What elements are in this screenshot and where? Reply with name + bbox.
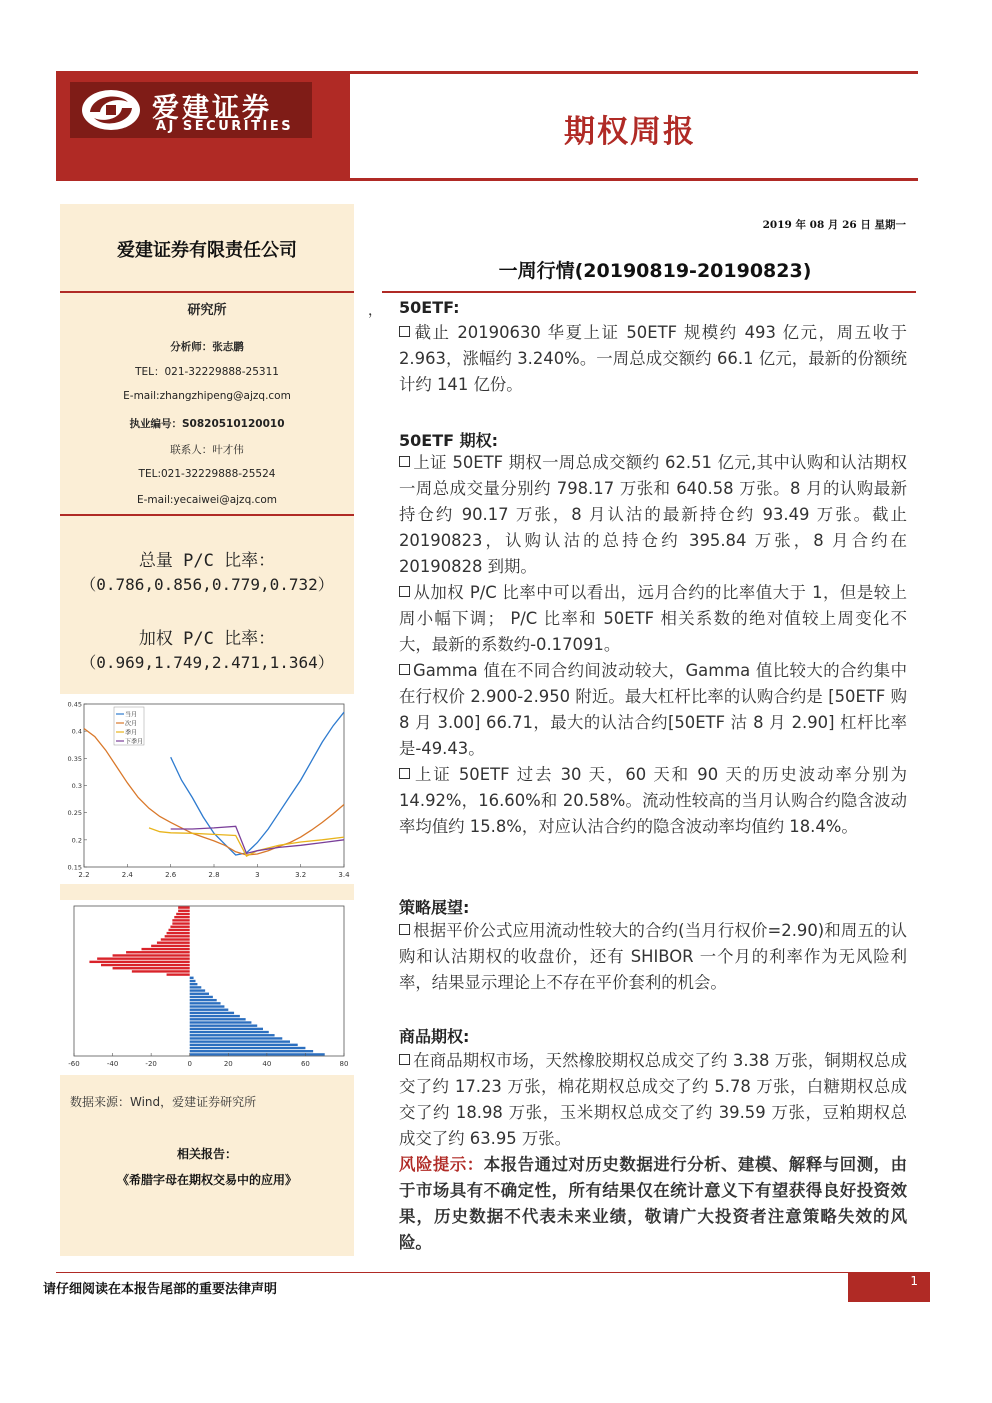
total-pc-values: （0.786,0.856,0.779,0.732） [80,575,334,594]
aj-logo-icon [80,88,142,132]
contact-name: 联系人：叶才伟 [170,444,244,456]
volatility-line-chart [60,694,354,884]
legend-entry: 次月 [125,720,138,728]
bar-positive [190,993,209,995]
x-tick-label: 3.2 [295,871,307,879]
bar-positive [190,1021,252,1023]
bar-negative [113,967,190,969]
bar-positive [190,1031,269,1033]
bar-positive [190,983,198,985]
bar-positive [190,1002,221,1004]
main-rule [382,291,916,293]
y-tick-label: 0.4 [71,727,82,736]
section-commodity-body [399,1048,907,1152]
section-strategy-body [399,918,907,996]
chart-background [60,694,354,884]
related-report-link[interactable]: 《希腊字母在期权交易中的应用》 [116,1173,297,1187]
page-number: 1 [910,1274,918,1288]
section-50etf-heading: 50ETF: [399,298,460,317]
bar-positive [190,980,196,982]
x-tick-label: -60 [68,1060,80,1068]
x-tick-label: 0 [187,1060,192,1068]
bar-positive [190,1015,240,1017]
bar-positive [190,1037,283,1039]
bar-positive [190,1044,298,1046]
x-tick-label: 20 [223,1060,233,1068]
bar-positive [190,1024,258,1026]
bar-positive [190,1050,313,1052]
risk-label: 风险提示： [399,1155,484,1174]
bar-negative [89,961,189,963]
x-tick-label: 2.6 [165,871,177,879]
paragraph-text: 根据平价公式应用流动性较大的合约(当月行权价=2.90)和周五的认购和认沽期权的收盘价，还有 SHIBOR 一个月的利率作为无风险利率，结果显示理论上不存在平价套利的机会。 [399,921,907,992]
analyst-email: E-mail:zhangzhipeng@ajzq.com [123,390,291,402]
logo-english-name: AJ SECURITIES [156,119,294,134]
paragraph-text: Gamma 值在不同合约间波动较大，Gamma 值比较大的合约集中在行权价 2.900-2.950 附近。最大杠杆比率的认购合约是 [50ETF 购 8 月 3.00] 66.71，最大的认沽合约[50ETF 沽 8 月 2.90] 杠杆比率是-49.43。 [399,661,907,758]
data-source: 数据来源：Wind，爱建证券研究所 [70,1095,257,1109]
bar-negative [176,913,190,915]
bar-positive [190,999,217,1001]
y-tick-label: 0.25 [67,809,82,818]
bar-negative [132,970,190,972]
weighted-pc-label: 加权 P/C 比率： [138,629,276,649]
section-options-heading: 50ETF 期权: [399,431,499,450]
bar-negative [172,922,189,924]
x-tick-label: 2.4 [121,871,133,879]
checkbox-bullet-icon [399,1054,410,1065]
x-tick-label: 40 [262,1060,272,1068]
legend-entry: 季月 [125,729,138,737]
y-tick-label: 0.45 [67,700,82,709]
footer-rule [56,1272,930,1273]
bar-negative [172,919,189,921]
bar-negative [97,957,190,959]
bar-positive [190,1040,290,1042]
risk-warning [399,1152,907,1256]
checkbox-bullet-icon [399,768,410,779]
analyst-tel: TEL：021-32229888-25311 [135,366,279,378]
bar-positive [190,1009,229,1011]
x-tick-label: 3.4 [338,871,350,879]
bar-positive [190,1053,325,1055]
x-tick-label: 3 [255,871,260,879]
section-options-body [399,450,907,840]
y-tick-label: 0.35 [67,754,82,763]
sidebar-rule-2 [60,514,354,516]
legend-entry: 下季月 [125,738,144,746]
bar-negative [142,948,190,950]
bar-negative [157,942,190,944]
contact-email: E-mail:yecaiwei@ajzq.com [136,494,277,506]
research-dept: 研究所 [187,303,227,318]
weighted-pc-values: （0.969,1.749,2.471,1.364） [80,653,334,672]
paragraph-text: 截止 20190630 华夏上证 50ETF 规模约 493 亿元，周五收于 2.963，涨幅约 3.240%。一周总成交额约 66.1 亿元，最新的份额统计约 141 亿份。 [399,323,907,394]
paragraph-text: 在商品期权市场，天然橡胶期权总成交了约 3.38 万张，铜期权总成交了约 17.23 万张，棉花期权总成交了约 5.78 万张，白糖期权总成交了约 18.98 万张，玉米期权总成交了约 39.59 万张，豆粕期权总成交了约 63.95 万张。 [399,1051,907,1148]
bar-negative [170,926,189,928]
sidebar-rule [60,291,354,293]
legend-entry: 当月 [125,711,138,719]
bar-positive [190,1012,234,1014]
x-tick-label: -20 [145,1060,157,1068]
checkbox-bullet-icon [399,456,410,467]
section-commodity-heading: 商品期权: [399,1027,470,1046]
stray-comma: ， [368,303,382,319]
bar-positive [190,996,213,998]
license-number: 执业编号：S0820510120010 [129,418,285,430]
legal-disclaimer-link[interactable]: 请仔细阅读在本报告尾部的重要法律声明 [43,1282,278,1297]
bar-positive [190,989,205,991]
risk-text: 本报告通过对历史数据进行分析、建模、解释与回测，由于市场具有不确定性，所有结果仅在统计意义下有望获得良好投资效果，历史数据不代表未来业绩，敬请广大投资者注意策略失效的风险。 [399,1155,908,1252]
header-bottom-rule [56,178,918,181]
total-pc-label: 总量 P/C 比率： [138,551,276,571]
bar-negative [178,906,190,908]
bar-negative [167,932,190,934]
horizontal-bar-chart [60,900,354,1075]
bar-positive [190,1034,275,1036]
contact-tel: TEL:021-32229888-25524 [138,468,276,480]
bar-negative [167,973,190,975]
bar-negative [161,938,190,940]
bar-negative [174,916,189,918]
bar-negative [113,954,190,956]
x-tick-label: 2.8 [208,871,220,879]
bar-negative [165,935,190,937]
logo-chinese-name: 爱建证券 [152,93,272,124]
bar-positive [190,986,202,988]
x-tick-label: 80 [339,1060,349,1068]
y-tick-label: 0.15 [67,863,82,872]
section-strategy-heading: 策略展望: [399,898,470,917]
bar-negative [178,910,190,912]
week-title: 一周行情(20190819-20190823) [498,260,812,282]
paragraph-text: 从加权 P/C 比率中可以看出，远月合约的比率值大于 1，但是较上周小幅下调； P/C 比率和 50ETF 相关系数的绝对值较上周变化不大，最新的系数约-0.17091。 [399,583,907,654]
company-name: 爱建证券有限责任公司 [117,240,297,261]
checkbox-bullet-icon [399,924,410,935]
bar-negative [151,945,190,947]
report-title: 期权周报 [564,114,696,150]
bar-positive [190,1018,246,1020]
bar-negative [169,929,190,931]
bar-negative [126,951,190,953]
bar-positive [190,1005,225,1007]
y-tick-label: 0.2 [71,836,82,845]
bar-positive [190,977,194,979]
analyst-name: 分析师：张志鹏 [170,341,244,353]
y-tick-label: 0.3 [71,782,82,790]
report-date: 2019 年 08 月 26 日 星期一 [762,219,906,231]
bar-negative [101,964,190,966]
paragraph-text: 上证 50ETF 期权一周总成交额约 62.51 亿元,其中认购和认沽期权一周总成交量分别约 798.17 万张和 640.58 万张。8 月的认购最新持仓约 90.17 万张，8 月认沽的最新持仓约 93.49 万张。截止 20190823，认购认沽的总持仓约 395.84 万张，8 月合约在 20190828 到期。 [399,453,907,576]
header-divider [348,74,350,180]
bar-positive [190,1028,263,1030]
section-50etf-body [399,320,907,398]
chart-legend [114,707,144,746]
checkbox-bullet-icon [399,326,410,337]
checkbox-bullet-icon [399,664,410,675]
x-tick-label: 60 [300,1060,310,1068]
related-reports-label: 相关报告： [176,1147,237,1161]
checkbox-bullet-icon [399,586,410,597]
x-tick-label: -40 [106,1060,119,1068]
paragraph-text: 上证 50ETF 过去 30 天，60 天和 90 天的历史波动率分别为 14.92%，16.60%和 20.58%。流动性较高的当月认购合约隐含波动率均值约 15.8%，对应认沽合约的隐含波动率均值约 18.4%。 [399,765,907,836]
x-tick-label: 2.2 [78,871,90,879]
bar-positive [190,1047,306,1049]
